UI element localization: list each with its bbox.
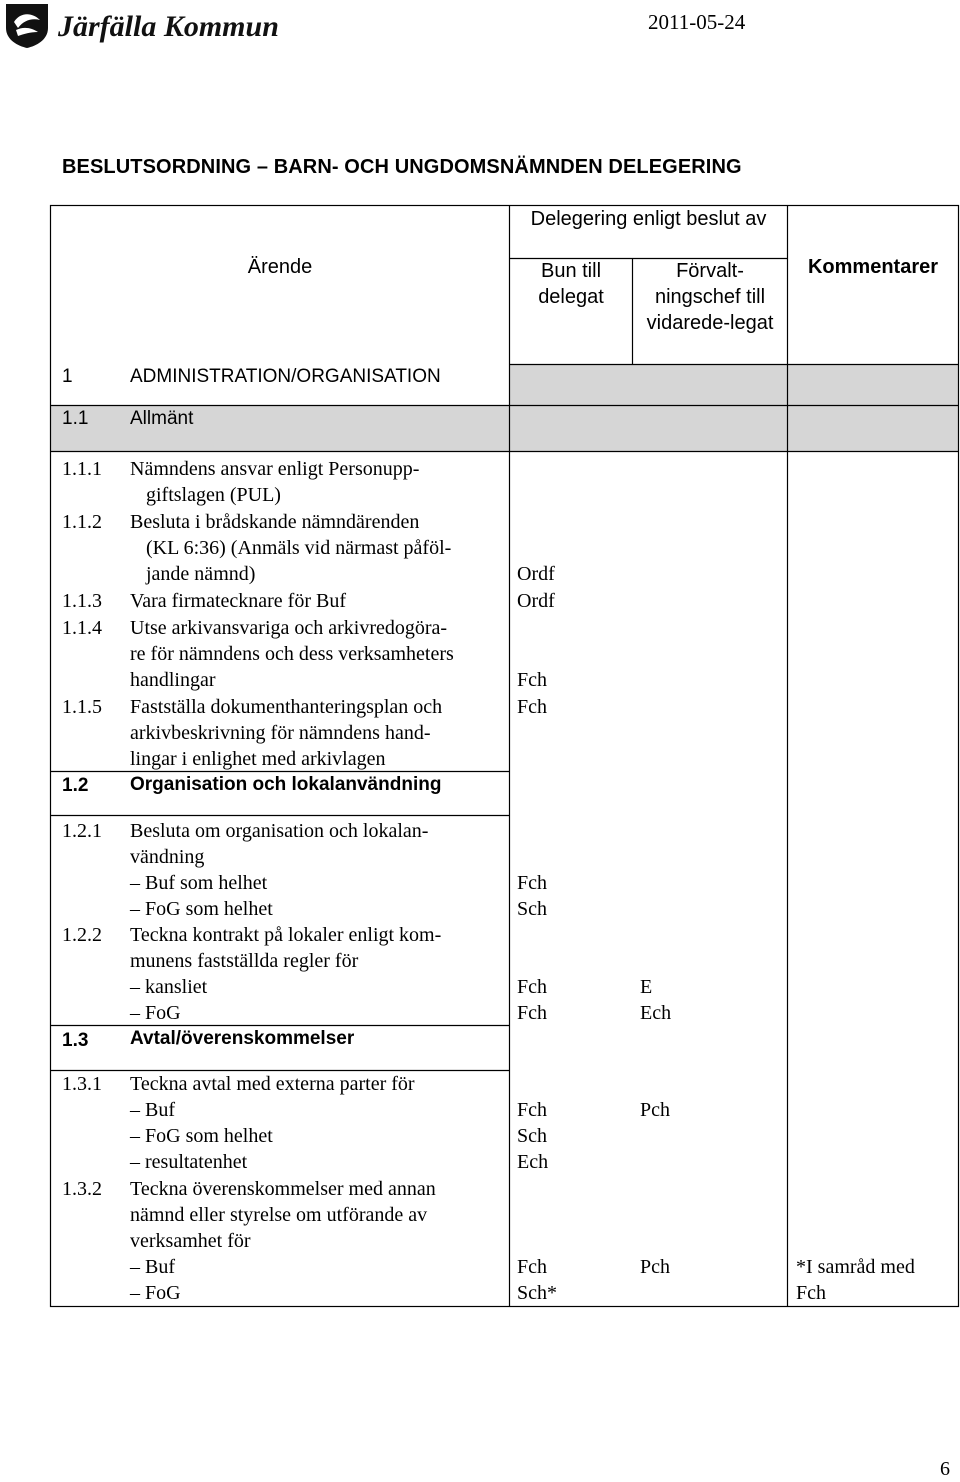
row-text: Vara firmatecknare för Buf — [130, 590, 346, 612]
column-header-delegering: Delegering enligt beslut av — [530, 208, 767, 230]
page-title: BESLUTSORDNING – BARN- OCH UNGDOMSNÄMNDEN DELEGERING — [62, 156, 742, 178]
row-text: Besluta i brådskande nämndärenden (KL 6:36) (Anmäls vid närmast påföl- jande nämnd) — [130, 511, 452, 585]
section-1-number: 1 — [62, 366, 73, 387]
row-number: 1.3.2 — [62, 1178, 102, 1200]
row-number: 1.3.1 — [62, 1073, 102, 1095]
row-text: Teckna avtal med externa parter för – Buf – FoG som helhet – resultatenhet — [130, 1073, 415, 1173]
comment-value: *I samråd med Fch — [796, 1256, 915, 1304]
column-header-arende: Ärende — [247, 256, 313, 278]
row-number: 1.2.2 — [62, 924, 102, 946]
jarfalla-kommun-logo — [2, 2, 279, 48]
row-number: 1.1.3 — [62, 590, 102, 612]
row-number: 1.2.1 — [62, 820, 102, 842]
page-number: 6 — [940, 1458, 950, 1480]
row-text: Fastställa dokumenthanteringsplan och arkivbeskrivning för nämndens hand- lingar i enlighet med arkivlagen — [130, 696, 443, 770]
row-text: Utse arkivansvariga och arkivredogöra- re för nämndens och dess verksamheters handlingar — [130, 617, 454, 691]
row-number: 1.1.1 — [62, 458, 102, 480]
bun-value: Ordf — [517, 563, 555, 585]
column-header-forvaltningschef: Förvalt-ningschef till vidarede-legat — [646, 260, 774, 334]
gray-cell-s1-right — [509, 364, 958, 405]
document-date: 2011-05-24 — [648, 10, 746, 34]
column-header-kommentarer: Kommentarer — [807, 256, 939, 278]
column-header-bun: Bun till delegat — [538, 260, 604, 308]
forvaltningschef-value: E Ech — [640, 976, 672, 1024]
section-1-2-number: 1.2 — [62, 775, 89, 796]
forvaltningschef-value: Pch — [640, 1256, 670, 1278]
bun-value: Fch Fch — [517, 976, 547, 1024]
row-number: 1.1.2 — [62, 511, 102, 533]
bun-value: Ordf — [517, 590, 555, 612]
section-1-1-label: Allmänt — [130, 408, 194, 429]
row-number: 1.1.5 — [62, 696, 102, 718]
section-1-3-number: 1.3 — [62, 1030, 89, 1051]
bun-value: Fch Sch* — [517, 1256, 557, 1304]
row-text: Nämndens ansvar enligt Personupp- giftslagen (PUL) — [130, 458, 420, 506]
section-1-1-number: 1.1 — [62, 408, 89, 429]
section-1-2-label: Organisation och lokalanvändning — [130, 774, 442, 795]
svg-text:Järfälla Kommun: Järfälla Kommun — [58, 10, 279, 43]
bun-value: Fch — [517, 696, 547, 718]
forvaltningschef-value: Pch — [640, 1099, 670, 1121]
section-1-3-label: Avtal/överenskommelser — [130, 1028, 355, 1049]
bun-value: Fch — [517, 669, 547, 691]
row-text: Besluta om organisation och lokalan- vändning – Buf som helhet – FoG som helhet — [130, 820, 429, 920]
row-number: 1.1.4 — [62, 617, 102, 639]
row-text: Teckna kontrakt på lokaler enligt kom- munens fastställda regler för – kansliet – FoG — [130, 924, 442, 1024]
row-text: Teckna överenskommelser med annan nämnd eller styrelse om utförande av verksamhet för – Buf – FoG — [130, 1178, 436, 1304]
bun-value: Fch Sch Ech — [517, 1099, 549, 1173]
section-1-label: ADMINISTRATION/ORGANISATION — [130, 366, 441, 387]
bun-value: Fch Sch — [517, 872, 547, 920]
